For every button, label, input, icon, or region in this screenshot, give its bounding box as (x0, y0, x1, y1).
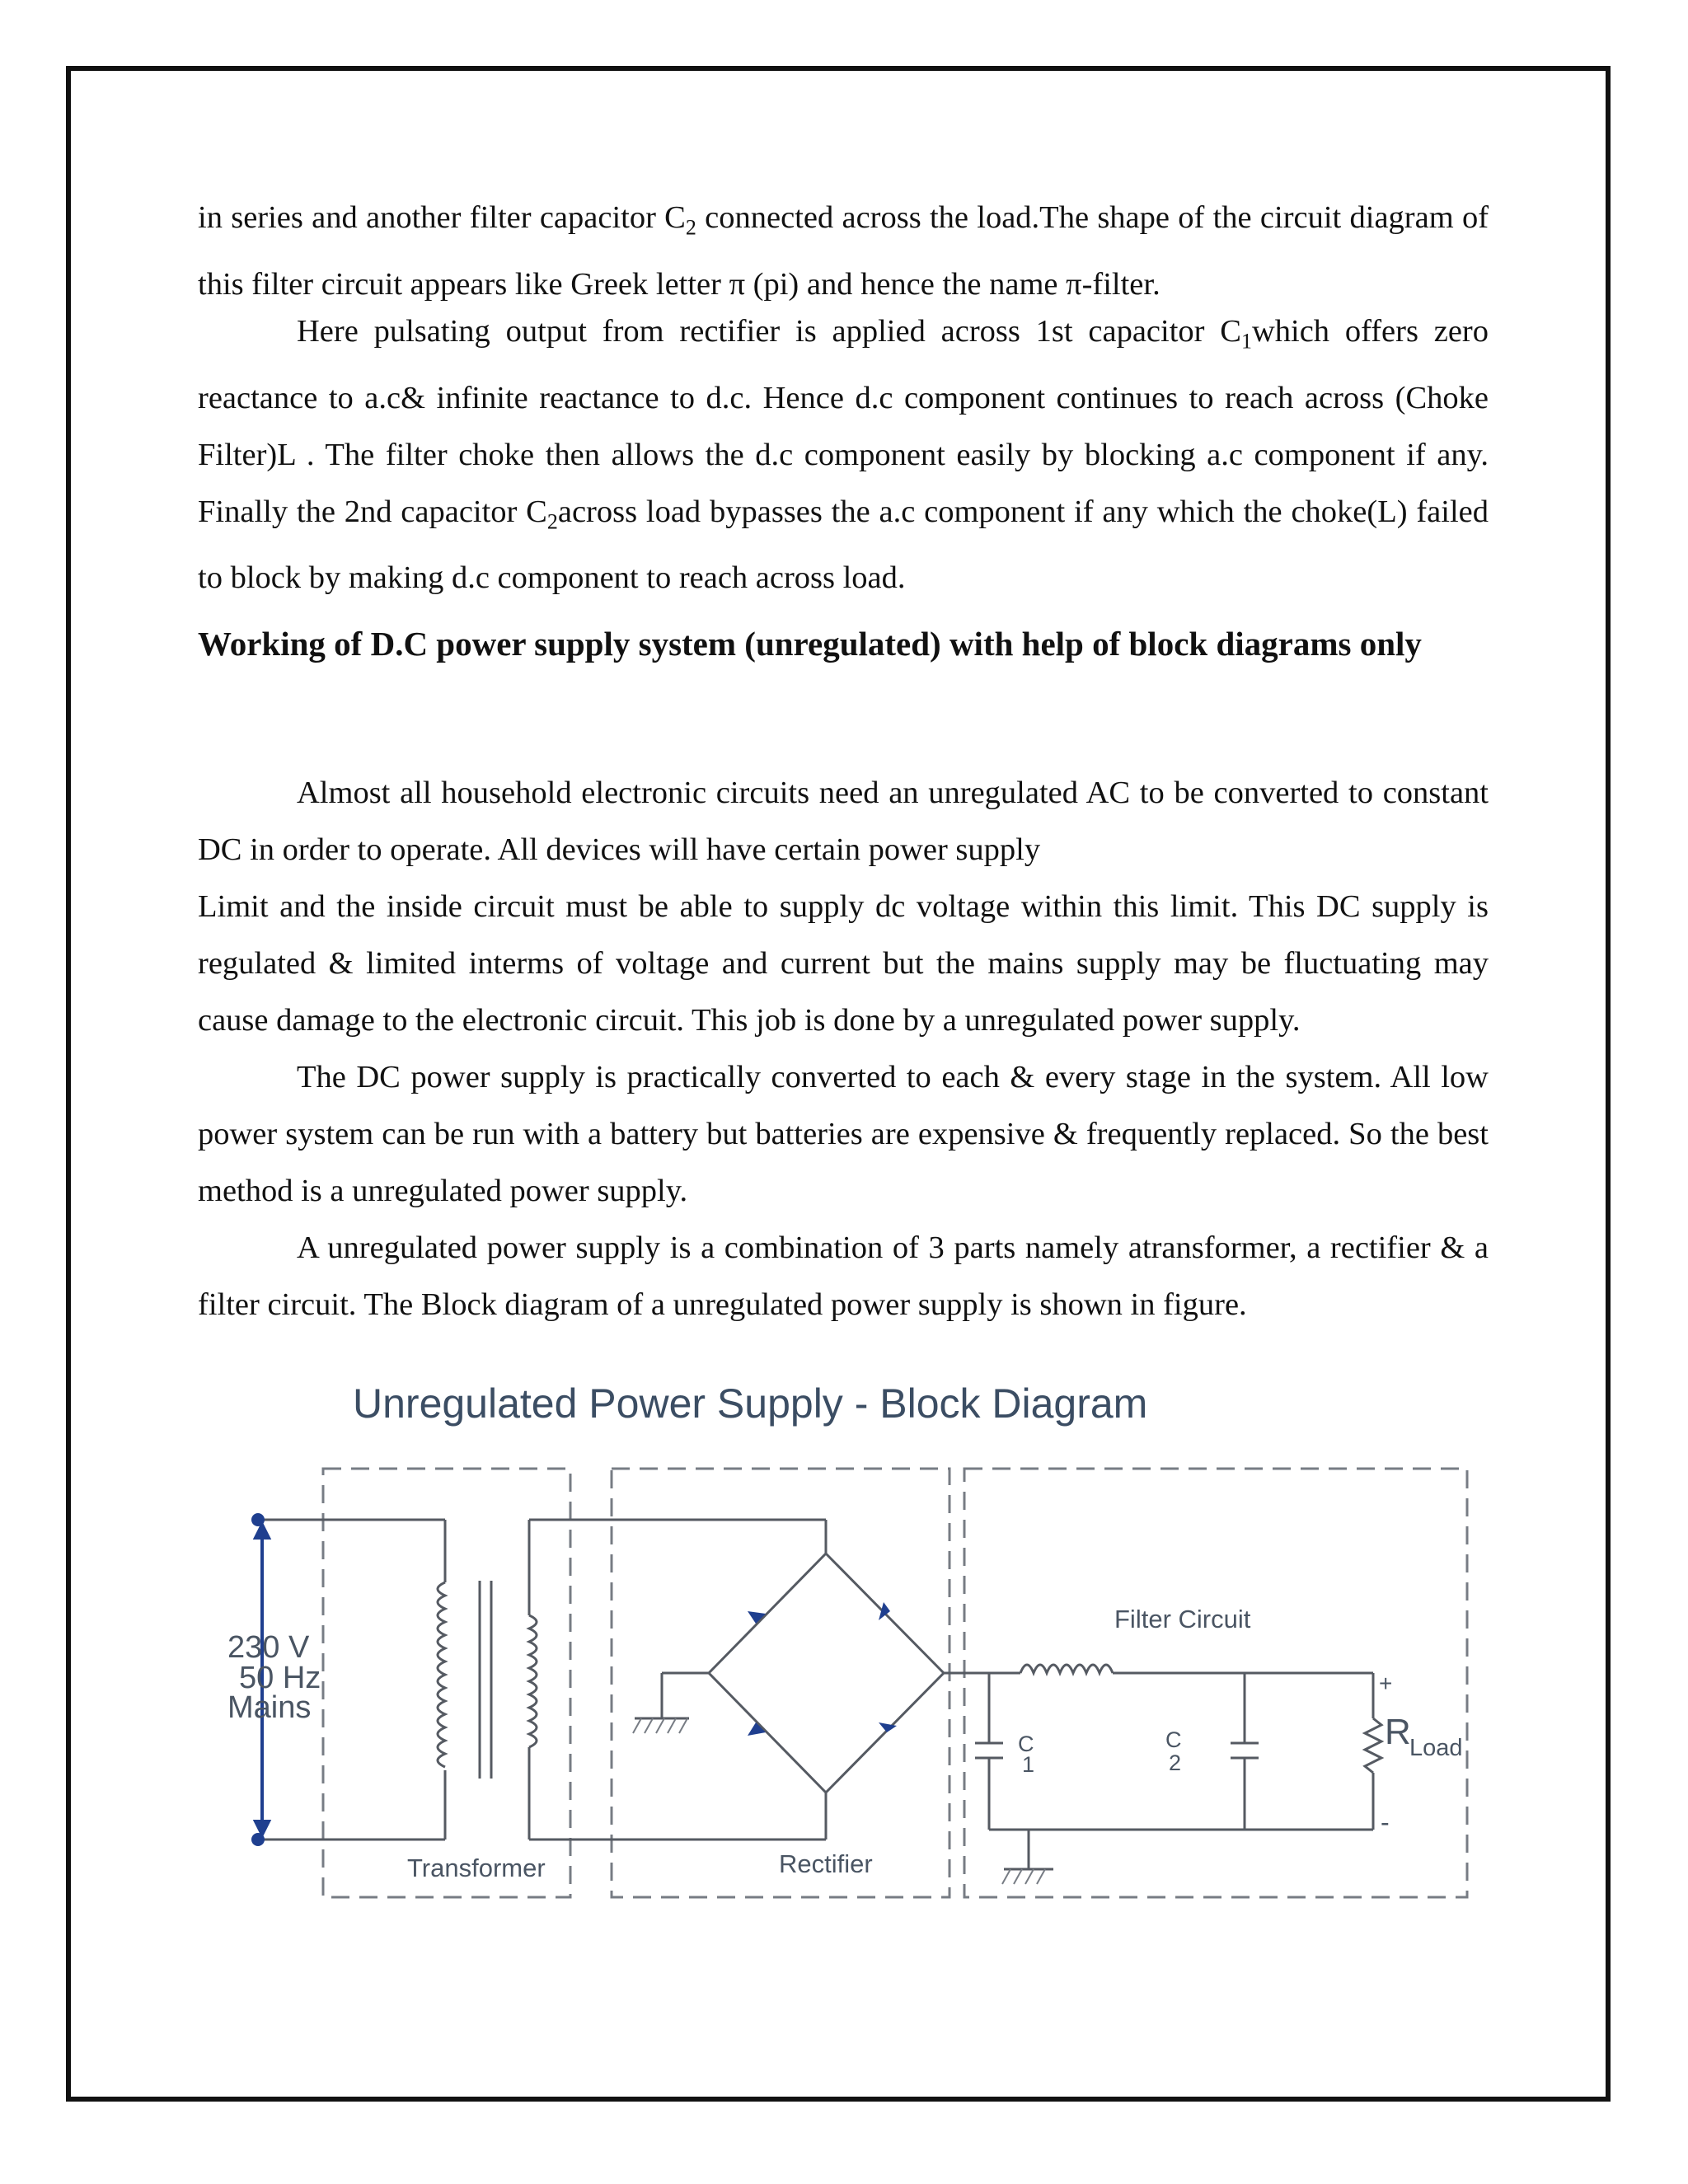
resistor-icon (1365, 1718, 1381, 1773)
primary-coil-icon (438, 1582, 445, 1767)
p2-subscript-1: 1 (1240, 329, 1252, 354)
mains-terminal-bottom (251, 1833, 265, 1846)
minus-terminal: - (1381, 1807, 1390, 1837)
secondary-coil-icon (529, 1615, 537, 1747)
mains-label: Mains (227, 1690, 312, 1725)
p1-text-a: in series and another filter capacitor C (198, 200, 686, 235)
p2-text-b: which offers zero reactance to a.c& infinite reactance to d.c. Hence d.c component continues to reach across (Choke Filter)L . The filter choke then allows the d.c component easily by blocking a.c component if any. Finally the 2nd capacitor C (198, 314, 1489, 529)
mains-terminal-top (251, 1513, 265, 1526)
p2-text-c: across load bypasses the a.c component if any which the choke(L) failed to block by making d.c component to reach across load. (198, 494, 1489, 596)
transformer-label: Transformer (407, 1854, 546, 1882)
mains-frequency: 50 Hz (239, 1661, 321, 1695)
p5-text: A unregulated power supply is a combination of 3 parts namely atransformer, a rectifier & a filter circuit. The Block diagram of a unregulated power supply is shown in figure. (198, 1230, 1489, 1322)
diagram-title: Unregulated Power Supply - Block Diagram (353, 1380, 1148, 1427)
rectifier-label: Rectifier (779, 1849, 873, 1878)
c1-number: 1 (1022, 1752, 1035, 1777)
filter-label: Filter Circuit (1114, 1605, 1251, 1633)
p3-line-2: Limit and the inside circuit must be able to supply dc voltage within this limit. This DC supply is regulated & limited interms of voltage and current but the mains supply may be fluctuating may cause damage to the electronic circuit. This job is done by a unregulated power supply. (198, 889, 1489, 1038)
section-heading: Working of D.C power supply system (unregulated) with help of block diagrams only (198, 625, 1422, 663)
p2-text-a: Here pulsating output from rectifier is applied across 1st capacitor C (297, 314, 1241, 349)
p2-subscript-2: 2 (546, 509, 558, 534)
plus-terminal: + (1379, 1671, 1393, 1696)
p4-text: The DC power supply is practically converted to each & every stage in the system. All low power system can be run with a battery but batteries are expensive & frequently replaced. So the best method is a unregulated power supply. (198, 1060, 1489, 1208)
c1-letter: C (1018, 1732, 1034, 1756)
p1-text-b: connected across the load.The shape of the circuit diagram of this filter circuit appears like Greek letter π (pi) and hence the name π-filter. (198, 200, 1489, 302)
p1-subscript: 2 (685, 215, 696, 240)
c2-letter: C (1165, 1727, 1182, 1752)
load-resistor-symbol: R (1385, 1712, 1411, 1752)
p3-line-1: Almost all household electronic circuits need an unregulated AC to be converted to constant DC in order to operate. All devices will have certain power supply (198, 776, 1489, 867)
load-resistor-subscript: Load (1409, 1735, 1463, 1761)
mains-voltage: 230 V (227, 1630, 310, 1665)
diode-icons (748, 1602, 897, 1736)
inductor-coil-icon (1020, 1665, 1113, 1673)
bridge-diamond (709, 1554, 944, 1793)
c2-number: 2 (1169, 1750, 1182, 1775)
